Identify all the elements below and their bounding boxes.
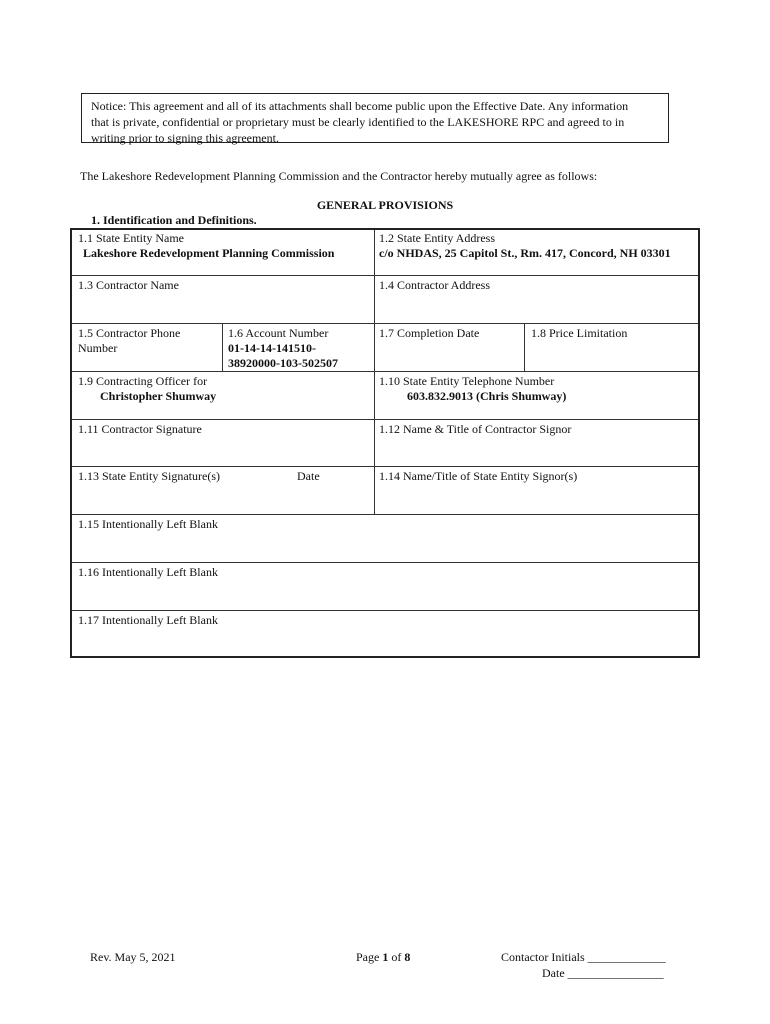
field-1-10-label: 1.10 State Entity Telephone Number [379, 374, 555, 388]
page-total: 8 [404, 950, 411, 964]
notice-box [81, 93, 669, 143]
row-divider [72, 275, 698, 276]
general-provisions-title: GENERAL PROVISIONS [316, 198, 454, 212]
field-1-1 [78, 231, 334, 261]
field-1-2-label: 1.2 State Entity Address [379, 231, 495, 245]
field-1-17-label: 1.17 Intentionally Left Blank [78, 613, 218, 627]
row-divider [72, 610, 698, 611]
column-divider [222, 323, 223, 371]
field-1-13-date-label: Date [297, 469, 320, 483]
intro-text: The Lakeshore Redevelopment Planning Commission and the Contractor hereby mutually agree as follows: [80, 169, 598, 183]
row-divider [72, 514, 698, 515]
field-1-9-value: Christopher Shumway [100, 389, 217, 403]
row-divider [72, 371, 698, 372]
field-1-16-label: 1.16 Intentionally Left Blank [78, 565, 218, 579]
field-1-15-label: 1.15 Intentionally Left Blank [78, 517, 218, 531]
page-number [356, 949, 410, 965]
field-1-6-label: 1.6 Account Number [228, 326, 329, 340]
field-1-7-label: 1.7 Completion Date [379, 326, 480, 340]
field-1-5-label: 1.5 Contractor Phone [78, 326, 181, 340]
field-1-3-label: 1.3 Contractor Name [78, 278, 179, 292]
field-1-2-value: c/o NHDAS, 25 Capitol St., Rm. 417, Concord, NH 03301 [379, 246, 671, 260]
notice-line-1: Notice: This agreement and all of its attachments shall become public upon the Effective Date. Any information [91, 99, 629, 113]
row-divider [72, 419, 698, 420]
revision-date: Rev. May 5, 2021 [90, 950, 176, 964]
footer-date: Date ________________ [542, 966, 664, 980]
field-1-1-value: Lakeshore Redevelopment Planning Commission [83, 246, 335, 260]
field-1-5-label-cont: Number [78, 341, 118, 355]
section-title: 1. Identification and Definitions. [91, 213, 257, 227]
field-1-10-value: 603.832.9013 (Chris Shumway) [407, 389, 567, 403]
field-1-14-label: 1.14 Name/Title of State Entity Signor(s) [379, 469, 578, 483]
identification-table [70, 228, 700, 658]
field-1-9 [78, 374, 216, 404]
row-divider [72, 562, 698, 563]
field-1-6-value-line1: 01-14-14-141510- [228, 341, 316, 355]
field-1-12-label: 1.12 Name & Title of Contractor Signor [379, 422, 572, 436]
column-divider [524, 323, 525, 371]
notice-line-3: writing prior to signing this agreement. [91, 131, 279, 145]
field-1-2 [379, 231, 671, 261]
contractor-initials: Contactor Initials _____________ [501, 950, 666, 964]
page-prefix: Page [356, 950, 383, 964]
field-1-6 [228, 326, 338, 371]
page-of: of [388, 950, 405, 964]
field-1-5 [78, 326, 180, 356]
page-current: 1 [382, 950, 389, 964]
field-1-9-label: 1.9 Contracting Officer for [78, 374, 208, 388]
row-divider [72, 466, 698, 467]
field-1-11-label: 1.11 Contractor Signature [78, 422, 202, 436]
column-divider [374, 230, 375, 514]
notice-line-2: that is private, confidential or proprietary must be clearly identified to the LAKESHORE RPC and agreed to in [91, 115, 625, 129]
field-1-10 [379, 374, 566, 404]
field-1-1-label: 1.1 State Entity Name [78, 231, 184, 245]
field-1-6-value-line2: 38920000-103-502507 [228, 356, 338, 370]
field-1-4-label: 1.4 Contractor Address [379, 278, 490, 292]
field-1-13-label: 1.13 State Entity Signature(s) [78, 469, 220, 483]
field-1-8-label: 1.8 Price Limitation [531, 326, 628, 340]
row-divider [72, 323, 698, 324]
